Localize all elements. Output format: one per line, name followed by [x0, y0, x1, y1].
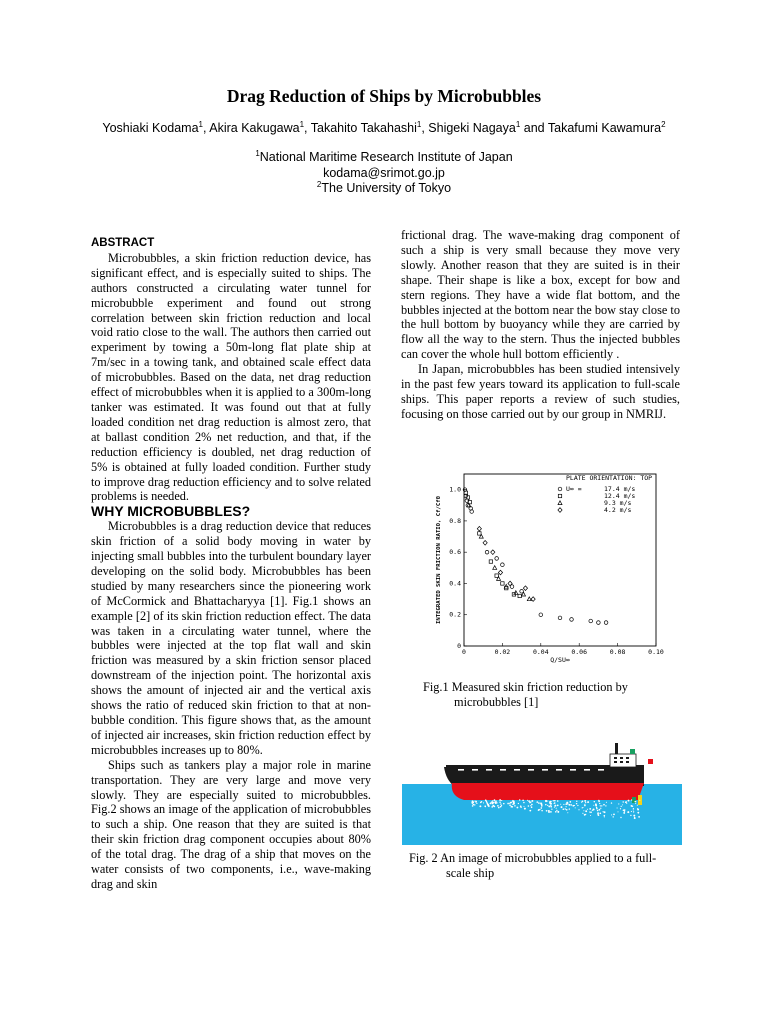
bubble — [633, 808, 634, 809]
author-affiliation-mark: 1 — [198, 119, 203, 129]
bubble — [545, 800, 547, 802]
paper-title: Drag Reduction of Ships by Microbubbles — [226, 86, 542, 106]
data-point — [491, 550, 495, 555]
bubble — [561, 806, 563, 808]
data-point — [597, 621, 601, 625]
data-point — [501, 582, 504, 585]
bubble — [472, 805, 474, 807]
bubble — [622, 804, 623, 805]
bubble — [569, 808, 570, 809]
bubble — [584, 805, 586, 807]
bubble — [474, 804, 475, 805]
data-point — [523, 586, 527, 591]
bubble — [618, 803, 619, 804]
bubble — [587, 809, 588, 810]
bubble — [541, 810, 543, 812]
bubble — [575, 807, 576, 808]
bubble — [572, 805, 574, 807]
bubble — [548, 805, 550, 807]
bubble — [585, 814, 586, 815]
bubble — [485, 806, 486, 807]
bubble — [513, 801, 514, 802]
affiliation-1: $^1$National Maritime Research Institute of Japan — [255, 148, 513, 164]
bubble — [511, 802, 512, 803]
bubble — [557, 805, 559, 807]
legend-label: 4.2 m/s — [604, 506, 632, 514]
bubble — [550, 803, 552, 805]
bubble — [581, 801, 582, 802]
bubble — [604, 816, 605, 817]
legend-marker — [558, 487, 562, 491]
bubble — [553, 803, 554, 804]
section1-paragraph-2: Ships such as tankers play a major role in marine transportation. They are very large and move very slowly. They are especially suited to microbubbles. Fig.2 shows an image of the application of microbubbles to such a ship. One reason that they are suited is that their skin friction drag component occupies about 80% of the total drag. The drag of a ship that moves on the water consists of two components, i.e., wave-making drag and skin — [91, 757, 371, 891]
bubble — [637, 805, 638, 806]
bubble — [565, 808, 566, 809]
bubble — [493, 802, 495, 804]
bubble — [625, 801, 627, 803]
bubble — [568, 804, 570, 806]
bubble — [531, 804, 533, 806]
bubble — [599, 803, 600, 804]
bubble — [569, 801, 571, 803]
bubble — [620, 817, 621, 818]
chart-title: PLATE ORIENTATION: TOP — [566, 474, 653, 482]
bubble — [523, 806, 524, 807]
legend-title: U∞ = — [566, 485, 582, 493]
bubble — [499, 802, 500, 803]
bubble — [499, 799, 501, 801]
data-point — [501, 563, 505, 567]
ship-superstructure — [610, 743, 653, 767]
data-point — [518, 594, 521, 597]
legend-label: 17.4 m/s — [604, 485, 636, 493]
data-point — [527, 597, 531, 601]
ship-hull-red — [452, 783, 644, 800]
data-point — [489, 560, 492, 563]
bubble — [528, 805, 530, 807]
bubble — [547, 805, 548, 806]
data-point — [539, 613, 543, 617]
y-tick-label: 0.6 — [449, 548, 461, 557]
bubble — [560, 804, 561, 805]
bubble — [492, 800, 493, 801]
bubble — [574, 805, 575, 806]
bubble — [593, 805, 594, 806]
data-point — [589, 619, 593, 623]
bubble — [547, 801, 548, 802]
bubble — [528, 800, 530, 802]
author-name: Shigeki Nagaya — [428, 121, 516, 135]
data-point — [485, 550, 489, 554]
author-affiliation-mark: 1 — [299, 119, 305, 129]
bubble — [621, 806, 622, 807]
section-heading-why-microbubbles: WHY MICROBUBBLES? — [91, 503, 251, 520]
data-point — [483, 541, 487, 546]
bubble — [576, 803, 577, 804]
bubble — [570, 804, 572, 806]
bubble — [635, 803, 636, 804]
bubble — [555, 805, 557, 807]
bubble — [633, 815, 635, 817]
bubble — [503, 803, 505, 805]
bubble — [595, 805, 597, 807]
legend-label: 12.4 m/s — [604, 492, 636, 500]
bubble — [541, 804, 543, 806]
legend-label: 9.3 m/s — [604, 499, 632, 507]
y-tick-label: 0.4 — [449, 579, 461, 588]
bubble — [601, 805, 602, 806]
affiliations — [0, 150, 768, 197]
bubble — [633, 811, 634, 812]
bubble — [507, 803, 509, 805]
data-point — [604, 621, 608, 625]
data-point — [478, 532, 481, 535]
section1-paragraph-1: Microbubbles is a drag reduction device that reduces skin friction of a solid body moving in water by injecting small bubbles into the turbulent boundary layer developing on the solid body. Microbubbles has been studied by many researchers since the pioneering work of McCormick and Bhattacharyya [1]. Fig.1 shows an example [2] of its skin friction reduction effect. The data was taken in a circulating water tunnel, where the bubbles were injected at the top flat wall and skin friction was measured by a skin friction sensor placed downstream of the injection point. The horizontal axis shows the amount of injected air and the vertical axis shows the ratio of reduced skin friction to that at non-bubble condition. This figure shows that, as the amount of injected air increases, skin friction reduction effect by microbubbles increases up to 80%. — [91, 519, 371, 757]
bubble — [631, 811, 632, 812]
bubble — [509, 804, 511, 806]
author-email: kodama@srimot.go.jp — [323, 165, 445, 180]
section1-paragraph-3: In Japan, microbubbles has been studied intensively in the past few years toward its application to full-scale ships. This paper reports a review of such studies, focusing on those carried out by our group in NMRIJ. — [401, 362, 680, 421]
bubble — [488, 806, 489, 807]
bubble — [597, 814, 599, 816]
legend-marker — [558, 494, 561, 497]
x-tick-label: 0.08 — [609, 648, 626, 656]
bubble — [639, 800, 640, 801]
bubble — [550, 811, 552, 813]
bubble — [494, 806, 496, 808]
bubble — [589, 808, 591, 810]
bubble — [623, 810, 625, 812]
bubble — [583, 810, 584, 811]
x-tick-label: 0.04 — [532, 648, 549, 656]
bubble — [473, 802, 475, 804]
bubble — [627, 811, 629, 813]
bubble — [590, 815, 591, 816]
data-point — [493, 566, 497, 570]
bubble — [563, 808, 565, 810]
author-list: Yoshiaki Kodama$^1$, Akira Kakugawa$^1$, Takahito Takahashi$^1$, Shigeki Nagaya$^1$ and Takafumi Kawamura$^2$ — [102, 119, 666, 135]
bubble — [520, 805, 522, 807]
data-point — [498, 570, 502, 575]
bubble — [611, 802, 612, 803]
bubble — [536, 801, 538, 803]
bubble — [594, 801, 595, 802]
bubble — [555, 811, 557, 813]
bubble — [585, 802, 586, 803]
bubble — [599, 809, 601, 811]
bubble — [633, 809, 634, 810]
bubble — [634, 817, 635, 818]
bubble — [545, 804, 547, 806]
bubble — [634, 801, 636, 803]
data-point — [520, 589, 524, 593]
abstract-text: Microbubbles, a skin friction reduction device, has significant effect, and is especially suited to ships. The authors constructed a circulating water tunnel for microbubble experiment and found out strong correlation between skin friction reduction and local void ratio close to the wall. The authors then carried out experiment by towing a 50m-long flat plate ship at 7m/sec in a towing tank, and obtained scale effect data of microbubbles. Based on the data, net drag reduction effect of microbubbles when it is applied to a 300m-long tanker was estimated. It was found out that at fully loaded condition net drag reduction is almost zero, that at ballast condition 2% net reduction, and that, if the reduction efficiency is doubled, net drag reduction of 5% is obtained at fully loaded condition. Further study to improve drag reduction efficiency and to solve related problems is needed. — [91, 250, 371, 504]
bubble — [490, 802, 491, 803]
bubble — [578, 809, 579, 810]
bubble — [529, 810, 531, 812]
bubble — [631, 805, 633, 807]
bubble — [557, 800, 559, 802]
bubble — [481, 801, 483, 803]
bubble — [539, 809, 540, 810]
y-tick-label: 0.2 — [449, 610, 461, 619]
bubble — [538, 802, 540, 804]
x-tick-label: 0.06 — [571, 648, 588, 656]
section1-paragraph-2-continued: frictional drag. The wave-making drag component of such a ship is very small because they move very slowly. Another reason that they are suited is in their shape. Their shape is like a box, except for bow and stern regions. They have a wide flat bottom, and the bubbles injected at the bottom near the bow stay close to the hull bottom by buoyancy while they are carried by flow all the way to the stern. Thus the injected bubbles can cover the whole hull bottom efficiently . — [401, 228, 680, 362]
bubble — [474, 800, 475, 801]
bubble — [524, 808, 526, 810]
author-name: Takahito Takahashi — [310, 121, 417, 135]
bubble — [512, 801, 513, 802]
bubble — [509, 803, 510, 804]
bubble — [527, 800, 528, 801]
bubble — [638, 816, 640, 818]
bubble — [557, 811, 559, 813]
bubble — [548, 811, 550, 813]
bubble — [603, 804, 605, 806]
bubble — [530, 805, 531, 806]
data-point — [477, 526, 481, 531]
bubble — [598, 800, 599, 801]
bubble — [519, 799, 520, 800]
author-name: Yoshiaki Kodama — [102, 121, 199, 135]
bubble — [497, 805, 499, 807]
bubble — [494, 799, 496, 801]
bubble — [566, 806, 567, 807]
bubble — [597, 810, 599, 812]
abstract-heading: ABSTRACT — [91, 237, 155, 249]
bubble — [515, 805, 516, 806]
bubble — [518, 803, 519, 804]
bubble — [589, 812, 590, 813]
bubble — [603, 811, 604, 812]
bubble — [476, 801, 477, 802]
bubble — [546, 810, 548, 812]
bubble — [637, 809, 639, 811]
data-point — [570, 618, 574, 622]
bubble — [501, 800, 502, 801]
bubble — [563, 804, 564, 805]
author-affiliation-mark: 1 — [416, 119, 422, 129]
author-name: Takafumi Kawamura — [547, 121, 662, 135]
bubble — [623, 812, 625, 814]
figure-1-scatter-chart — [432, 466, 662, 676]
left-column — [91, 236, 371, 892]
bubble — [604, 815, 606, 817]
bubble — [596, 808, 598, 810]
y-tick-label: 1.0 — [449, 485, 461, 494]
bubble — [598, 801, 599, 802]
bubble — [513, 802, 515, 804]
bubble — [605, 805, 606, 806]
legend-marker — [558, 501, 562, 505]
bubble — [549, 810, 550, 811]
x-tick-label: 0.10 — [648, 648, 664, 656]
bubble — [613, 814, 615, 816]
bubble — [476, 803, 477, 804]
y-tick-label: 0 — [457, 642, 461, 650]
bubble — [472, 803, 473, 804]
figure-2-ship-illustration — [402, 740, 682, 845]
bubble — [556, 808, 557, 809]
bubble — [523, 802, 525, 804]
bubble — [587, 801, 589, 803]
bubble — [584, 800, 586, 802]
bubble — [501, 805, 502, 806]
bubble — [531, 806, 533, 808]
bubble — [623, 801, 624, 802]
bubble — [495, 802, 497, 804]
data-point — [558, 616, 562, 620]
bubble — [516, 807, 518, 809]
bubble — [611, 814, 612, 815]
bubble — [628, 800, 630, 802]
bubble — [566, 802, 568, 804]
figure-1-caption: Fig.1 Measured skin friction reduction by microbubbles [1] — [423, 680, 628, 709]
bubble — [600, 808, 601, 809]
y-axis-label: INTEGRATED SKIN FRICTION RATIO, Cf/Cf0 — [436, 496, 442, 624]
bubble — [567, 812, 568, 813]
bubble — [554, 807, 555, 808]
bubble — [483, 802, 484, 803]
bubble — [618, 811, 619, 812]
affiliation-2: $^2$The University of Tokyo — [316, 179, 452, 195]
bubble — [577, 805, 578, 806]
bubble — [479, 805, 481, 807]
bubble — [540, 807, 542, 809]
bubble — [498, 807, 500, 809]
bubble — [617, 807, 618, 808]
bubble — [500, 803, 501, 804]
bubble — [582, 813, 583, 814]
bubble — [522, 800, 524, 802]
bubble — [630, 815, 631, 816]
bubble — [550, 806, 552, 808]
data-point — [495, 574, 498, 577]
bubble — [566, 809, 568, 811]
author-affiliation-mark: 2 — [661, 119, 666, 129]
author-affiliation-mark: 1 — [515, 119, 521, 129]
right-column — [401, 228, 680, 422]
bubble — [567, 804, 568, 805]
figure-2-caption: Fig. 2 An image of microbubbles applied to a full- scale ship — [409, 851, 657, 880]
bubble — [496, 802, 497, 803]
bubble — [631, 799, 632, 800]
bubble — [624, 809, 625, 810]
bubble — [638, 813, 639, 814]
author-name: Akira Kakugawa — [209, 121, 300, 135]
bubble — [590, 811, 592, 813]
bubble — [620, 808, 621, 809]
bubble — [599, 812, 601, 814]
bubble — [531, 800, 533, 802]
bubble — [491, 802, 492, 803]
bubble — [604, 811, 606, 813]
x-tick-label: 0.02 — [494, 648, 511, 656]
bubble — [530, 801, 531, 802]
bubble — [582, 807, 583, 808]
bubble — [551, 809, 552, 810]
bubble — [585, 810, 587, 812]
bubble — [511, 806, 513, 808]
bubble — [490, 803, 491, 804]
bubble — [556, 810, 557, 811]
x-axis-label: Q/SU∞ — [550, 656, 570, 664]
bubble — [606, 802, 607, 803]
bubble — [576, 801, 577, 802]
data-point — [495, 557, 499, 561]
x-tick-label: 0 — [462, 648, 466, 656]
bubble — [613, 816, 614, 817]
bubble — [593, 809, 595, 811]
legend-marker — [558, 508, 562, 513]
y-tick-label: 0.8 — [449, 516, 461, 525]
bubble — [600, 805, 601, 806]
bubble — [553, 800, 554, 801]
